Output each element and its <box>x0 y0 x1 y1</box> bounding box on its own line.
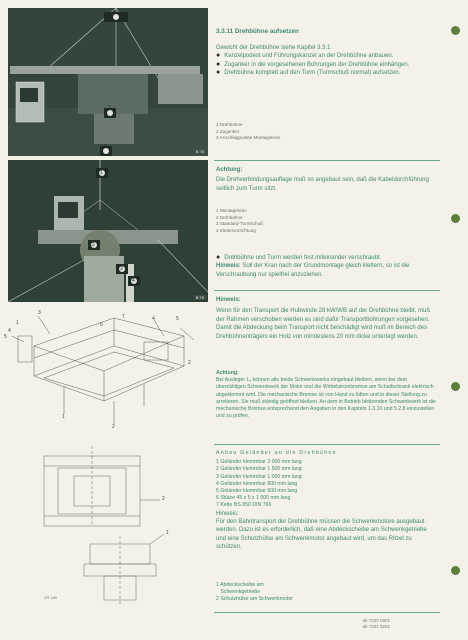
step-3 <box>216 69 438 77</box>
hinweis-block <box>216 296 438 341</box>
railing-hint-label: Hinweis: <box>216 510 239 517</box>
photo-crane-assembly <box>8 160 208 302</box>
drawing-1-label-4b: 4 <box>152 316 155 322</box>
drawing-1-label-4a: 4 <box>8 328 11 334</box>
railing-item: 2 Geländer klemmbar 1 500 mm lang <box>216 466 302 473</box>
weight-note: Gewicht der Drehbühne siehe Kapitel 3.3.1 <box>216 45 331 51</box>
photo-2-label-3: 3 <box>120 266 123 272</box>
divider <box>214 612 440 613</box>
photo-1-label-1: 1 <box>108 105 111 111</box>
railing-item: 7 Kette BS 850 DIN 766 <box>216 502 272 509</box>
bolt-block <box>216 254 438 279</box>
railing-item: 4 Geländer klemmbar 800 mm lang <box>216 480 298 487</box>
drawing-1-label-7: 7 <box>122 314 125 320</box>
bolt-text: Drehbühne und Turm werden fest miteinander verschraubt. <box>224 255 382 261</box>
railing-heading: Anbau Geländer an die Drehbühne <box>216 450 337 456</box>
legend-photo-2 <box>216 208 438 234</box>
photo-2-label-1: 1 <box>100 170 103 176</box>
photo-1-label-2: 2 <box>104 144 107 150</box>
photo-2-illustration <box>8 160 208 302</box>
photo-1-id: B 75 <box>195 149 204 154</box>
photo-rotating-platform <box>8 8 208 156</box>
bolt-hint-label: Hinweis: <box>216 263 241 270</box>
drawing-1-label-1a: 1 <box>16 320 19 326</box>
drawing-1-label-2a: 2 <box>112 424 115 430</box>
step-1 <box>216 52 438 60</box>
drawing-2-id: ZR 180 <box>44 595 58 600</box>
punch-hole <box>451 214 460 223</box>
bolt-hint <box>216 262 438 279</box>
attention-1-heading: Achtung: <box>216 167 243 173</box>
bullet-icon: ● <box>216 60 221 68</box>
drawing-2-label-2: 2 <box>162 496 165 502</box>
intro-block <box>216 44 438 78</box>
footer-serial: ab 7221 0201 <box>362 624 390 629</box>
drawing-railing-assembly <box>4 306 208 436</box>
photo-2-label-2: 2 <box>92 242 95 248</box>
railing-item: 3 Geländer klemmbar 1 000 mm lang <box>216 473 302 480</box>
railing-item: 1 Geländer klemmbar 3 000 mm lang <box>216 459 302 466</box>
railing-list <box>216 459 438 509</box>
step-1-text: Kanzelpodest und Führungskanzel an der Drehbühne anbauen. <box>224 53 394 60</box>
legend-drawing-2 <box>216 582 438 604</box>
footer-serials <box>362 618 390 630</box>
railing-hint: Für den Bahntransport der Drehbühne müssen die Schwenkmotore ausgebaut werden. Dazu ist es erforderlich, daß eine Abdeckscheibe am Schwenkgetriebe und eine Schutzhülse am Schwenkmotor angebaut wird, um das Ritzel zu schützen. <box>216 519 427 551</box>
punch-hole <box>451 26 460 35</box>
section-heading <box>216 28 438 36</box>
step-2 <box>216 61 438 69</box>
photo-2-label-4: 4 <box>132 278 135 284</box>
legend-item: 1 Drehbühne <box>216 122 243 127</box>
legend-item: 3 Anschlagpunkte Montagekran <box>216 135 281 141</box>
photo-1-label-3: 3 <box>113 10 116 16</box>
photo-2-id: B 76 <box>195 295 204 300</box>
bolt-hint-text: Soll der Kran nach der Grundmontage gleich klettern, so ist die Verschraubung nur spielfrei anzuziehen. <box>216 263 410 278</box>
bullet-icon: ● <box>216 254 221 261</box>
hinweis-heading: Hinweis: <box>216 297 241 303</box>
divider <box>214 444 440 445</box>
legend-item: 4 Klettervorrichtung <box>216 227 256 233</box>
step-3-text: Drehbühne komplett auf den Turm (Turmschuß normal) aufsetzen. <box>224 70 401 77</box>
drawing-1-label-2b: 2 <box>188 360 191 366</box>
legend-item: Schwenkgetriebe <box>216 589 261 596</box>
photo-1-illustration <box>8 8 208 156</box>
hinweis-text-1: Wenn für den Transport die Hubwinde 28 kW/WB auf der Drehbühne bleibt, muß der Rahmen verschoben werden es sind dafür Transportbohrungen vorgesehen. <box>216 308 430 323</box>
attention-2 <box>216 370 438 420</box>
drawing-2-illustration <box>4 446 208 606</box>
drawing-1-label-1b: 1 <box>62 414 65 420</box>
railing-block <box>216 450 438 552</box>
legend-item: 1 Montagekran <box>216 208 247 213</box>
drawing-1-label-6: 6 <box>100 322 103 328</box>
hinweis-text-2: Damit die Abdeckung beim Transport nicht beschädigt wird muß im Bereich des Drehbühnenträgers ein Holz von mindestens 20 mm dicke unterlegt werden. <box>216 325 428 340</box>
divider <box>214 160 440 161</box>
attention-1-text: Die Drehverbindungsauflage muß so angebaut sein, daß die Kabeldurchführung seitlich zum Turm sitzt. <box>216 177 429 192</box>
legend-item: 2 Schutzhülse am Schwenkmotor <box>216 596 293 603</box>
divider <box>214 290 440 291</box>
drawing-1-label-5b: 5 <box>176 316 179 322</box>
section-number: 3.3.11 <box>216 28 234 35</box>
railing-item: 6 Stütze 45 x 5 x 1 000 mm lang <box>216 495 291 502</box>
attention-2-text: Bei Ausleger L₁ können alle beide Schwenkwerks eingebaut bleiben, wenn bei dem überzähligen Schwenkwerk der Motor und die Wirbelstrombremse am Schaltschrank elektrisch abgeklemmt wird. Die mechanische Bremse ist von Hand zu lüften und in dieser Stellung zu arretieren. Sie muß ständig geöffnet bleiben. An dem in Betrieb bleibenden Schwenkwerk ist die mechanische Bremse entsprechend den Angaben in den Kapiteln 1.3.10 und 5.2.8 einzustellen und zu prüfen. <box>216 377 436 420</box>
bullet-icon: ● <box>216 52 221 60</box>
drawing-1-label-5a: 5 <box>4 334 7 340</box>
section-title: Drehbühne aufsetzen <box>234 28 299 35</box>
step-2-text: Zuganker in die vorgesehenen Bohrungen der Drehbühne einhängen. <box>224 61 410 68</box>
legend-item: 2 Drehbühne <box>216 214 243 220</box>
drawing-1-illustration <box>4 306 208 436</box>
punch-hole <box>451 566 460 575</box>
legend-item: 3 Standard-Turmschuß <box>216 221 264 227</box>
legend-item: 2 Zuganker <box>216 128 240 134</box>
punch-hole <box>451 382 460 391</box>
legend-item: 1 Abdeckscheibe am <box>216 582 264 588</box>
drawing-2-label-1: 1 <box>166 530 169 536</box>
legend-photo-1 <box>216 122 438 142</box>
footer-serial: ab 7220 0801 <box>362 618 390 623</box>
bolt-step <box>216 254 438 262</box>
bullet-icon: ● <box>216 69 221 77</box>
railing-item: 5 Geländer klemmbar 600 mm lang <box>216 488 298 495</box>
attention-1 <box>216 166 438 193</box>
drawing-swing-motor <box>4 446 208 606</box>
attention-2-heading: Achtung: <box>216 370 239 376</box>
drawing-1-label-3: 3 <box>38 310 41 316</box>
